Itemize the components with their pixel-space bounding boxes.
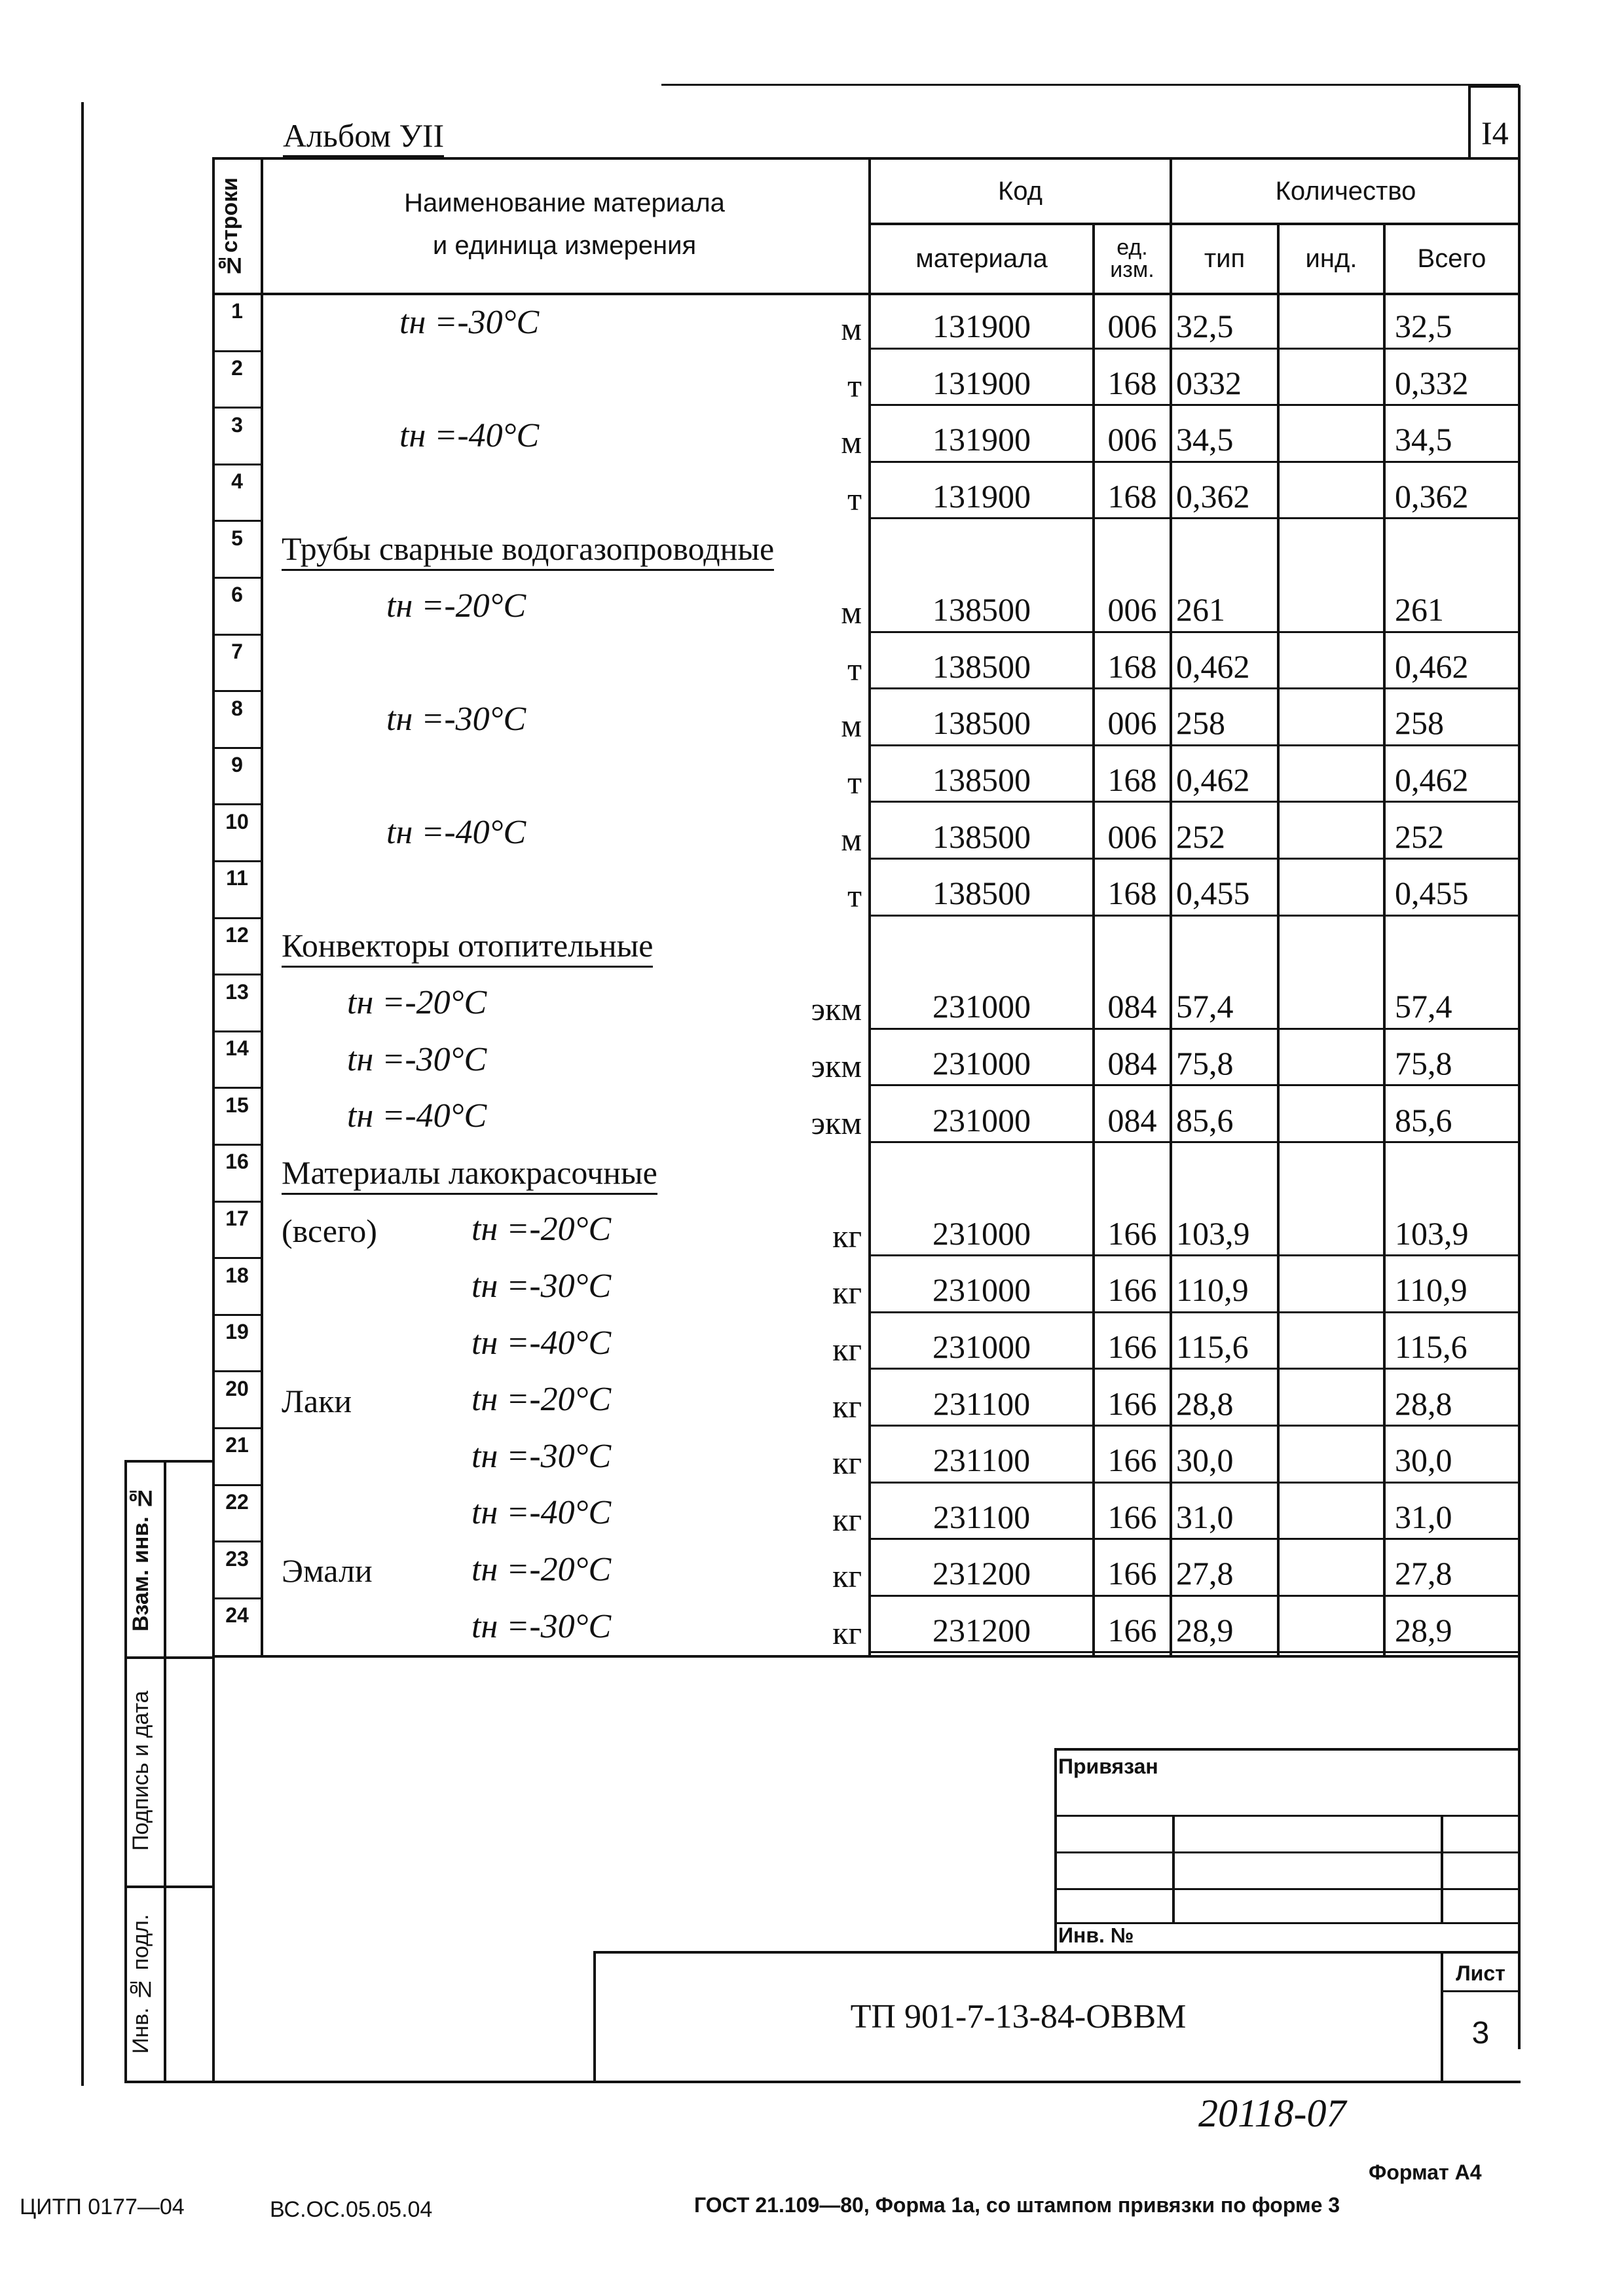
corner-box-left (1468, 85, 1471, 158)
left-margin-line (81, 102, 84, 2086)
qty-type-value: 0,462 (1176, 761, 1250, 799)
temperature-label: tн =-20°C (471, 1550, 612, 1588)
qty-type-value: 85,6 (1176, 1101, 1234, 1139)
titleblock-list-line (1441, 1990, 1521, 1992)
material-code: 138500 (932, 875, 1031, 912)
row-underline (868, 1538, 1521, 1540)
row-number: 15 (225, 1093, 249, 1117)
row-number: 7 (231, 640, 243, 664)
unit-code: 166 (1107, 1271, 1157, 1309)
material-code: 231200 (932, 1612, 1031, 1649)
qty-type-header: тип (1204, 244, 1246, 273)
qty-total-value: 0,462 (1395, 761, 1469, 799)
row-number: 23 (225, 1546, 249, 1571)
code-material-header: материала (915, 244, 1048, 273)
material-code: 131900 (932, 421, 1031, 458)
ind-col-line (1277, 223, 1280, 1656)
format-label: Формат А4 (1369, 2160, 1482, 2184)
row-number: 10 (225, 809, 249, 833)
footer-code-left: ЦИТП 0177—04 (20, 2195, 185, 2219)
unit-label: м (841, 424, 862, 461)
qty-total-value: 31,0 (1395, 1498, 1452, 1535)
material-code: 138500 (932, 647, 1031, 685)
row-underline (868, 858, 1521, 860)
row-underline (868, 1425, 1521, 1427)
qty-total-value: 57,4 (1395, 988, 1452, 1025)
unit-label: экм (811, 1048, 862, 1085)
unit-label: м (841, 820, 862, 858)
unit-label: м (841, 594, 862, 631)
qty-type-value: 30,0 (1176, 1442, 1234, 1479)
unit-code: 168 (1107, 875, 1157, 912)
material-code: 231100 (932, 1442, 1031, 1479)
unit-code: 006 (1107, 704, 1157, 742)
qty-type-value: 252 (1176, 818, 1225, 855)
unit-label: т (847, 650, 862, 687)
material-code: 231000 (932, 1101, 1031, 1139)
row-number: 5 (231, 526, 243, 550)
header-bottom-line (212, 293, 1521, 295)
unit-label: т (847, 481, 862, 518)
row-label (282, 922, 653, 973)
qty-type-value: 0,362 (1176, 478, 1250, 515)
row-number: 11 (226, 866, 248, 890)
qty-type-value: 110,9 (1176, 1271, 1249, 1309)
document-code: ТП 901-7-13-84-ОВВМ (850, 1997, 1187, 2035)
qty-total-value: 0,462 (1395, 647, 1469, 685)
titleblock-top (593, 1951, 1521, 1954)
material-code: 231100 (932, 1498, 1031, 1535)
row-number: 8 (231, 696, 243, 720)
unit-code: 006 (1107, 591, 1157, 629)
qty-total-value: 28,8 (1395, 1385, 1452, 1422)
qty-total-value: 252 (1395, 818, 1444, 855)
name-header-line2: и единица измерения (432, 230, 697, 260)
qty-total-value: 0,455 (1395, 875, 1469, 912)
row-number: 2 (231, 356, 243, 380)
temperature-label: tн =-20°C (471, 1211, 612, 1248)
row-underline (868, 1651, 1521, 1653)
qty-total-value: 103,9 (1395, 1214, 1469, 1252)
header-sub-line (868, 223, 1521, 225)
row-number: 12 (225, 923, 249, 947)
list-label: Лист (1456, 1961, 1505, 1985)
corner-box-top (1468, 85, 1521, 88)
qty-type-value: 57,4 (1176, 988, 1234, 1025)
row-underline (868, 687, 1521, 689)
row-underline (868, 631, 1521, 633)
row-number: 1 (231, 299, 243, 323)
unit-code: 166 (1107, 1442, 1157, 1479)
side-stamp-div2 (124, 1886, 213, 1888)
bottom-frame-line (212, 2081, 1521, 2083)
qty-type-value: 103,9 (1176, 1214, 1250, 1252)
qty-total-header: Всего (1417, 244, 1486, 273)
row-number: 4 (231, 469, 243, 494)
material-code: 131900 (932, 478, 1031, 515)
stamp-left (1054, 1748, 1057, 1951)
stamp-col-2 (1441, 1815, 1443, 1922)
unit-code: 166 (1107, 1612, 1157, 1649)
temperature-label: tн =-30°C (471, 1607, 612, 1645)
stamp-line-1 (1054, 1815, 1521, 1817)
qty-col-line (1170, 157, 1172, 1656)
row-number: 24 (225, 1603, 249, 1628)
qty-type-value: 261 (1176, 591, 1225, 629)
row-label: Эмали (282, 1552, 373, 1590)
unit-code: 006 (1107, 818, 1157, 855)
row-underline (868, 1028, 1521, 1030)
row-label-text: Конвекторы отопительные (282, 926, 653, 968)
temperature-label: tн =-40°C (471, 1324, 612, 1362)
temperature-label: tн =-20°C (386, 587, 526, 625)
side-stamp-line-a (124, 1460, 127, 2082)
temperature-label: tн =-30°C (399, 303, 540, 341)
temperature-label: tн =-40°C (386, 814, 526, 852)
rownum-col-line (261, 157, 263, 1656)
row-underline (868, 1141, 1521, 1143)
qty-total-value: 28,9 (1395, 1612, 1452, 1649)
temperature-label: tн =-20°C (471, 1381, 612, 1419)
unit-label: экм (811, 1104, 862, 1141)
unit-label: т (847, 764, 862, 801)
material-code: 138500 (932, 591, 1031, 629)
table-left-border (212, 157, 215, 2082)
stamp-top (1054, 1748, 1521, 1751)
unit-code: 084 (1107, 988, 1157, 1025)
row-underline (868, 1368, 1521, 1370)
material-code: 138500 (932, 761, 1031, 799)
unit-code: 166 (1107, 1555, 1157, 1592)
inv-no-label: Инв. № (1058, 1923, 1134, 1947)
material-code: 231000 (932, 988, 1031, 1025)
total-col-line (1383, 223, 1386, 1656)
stamp-line-3 (1054, 1888, 1521, 1890)
material-code: 138500 (932, 818, 1031, 855)
qty-ind-header: инд. (1305, 244, 1357, 273)
material-code: 231200 (932, 1555, 1031, 1592)
row-label-text: Трубы сварные водогазопроводные (282, 530, 774, 571)
unit-label: т (847, 877, 862, 915)
qty-type-value: 31,0 (1176, 1498, 1234, 1535)
row-underline (868, 517, 1521, 519)
unit-label: кг (832, 1501, 862, 1538)
unit-code: 084 (1107, 1101, 1157, 1139)
unit-code: 168 (1107, 364, 1157, 401)
qty-total-value: 258 (1395, 704, 1444, 742)
row-underline (868, 348, 1521, 350)
unit-label: кг (832, 1614, 862, 1652)
unit-code: 084 (1107, 1045, 1157, 1082)
right-frame-line (1518, 85, 1521, 2049)
qty-type-value: 28,9 (1176, 1612, 1234, 1649)
name-header: Наименование материала (404, 188, 725, 217)
unit-code: 166 (1107, 1328, 1157, 1366)
row-label: Лаки (282, 1382, 352, 1419)
material-code: 231000 (932, 1271, 1031, 1309)
stamp-line-2 (1054, 1851, 1521, 1853)
unit-label: т (847, 367, 862, 404)
row-number: 9 (231, 753, 243, 777)
temperature-label: tн =-40°C (471, 1494, 612, 1532)
qty-total-value: 27,8 (1395, 1555, 1452, 1592)
unit-label: экм (811, 991, 862, 1028)
handwritten-number: 20118-07 (1198, 2092, 1346, 2135)
unit-code: 166 (1107, 1214, 1157, 1252)
row-underline (868, 915, 1521, 917)
material-code: 131900 (932, 308, 1031, 345)
side-stamp-bottom (124, 2081, 213, 2083)
qty-total-value: 30,0 (1395, 1442, 1452, 1479)
row-underline (868, 801, 1521, 803)
unit-label: кг (832, 1217, 862, 1254)
album-title: Альбом УII (283, 117, 444, 155)
qty-total-value: 110,9 (1395, 1271, 1467, 1309)
row-underline (868, 404, 1521, 406)
qty-type-value: 0332 (1176, 364, 1242, 401)
table-bottom-line (212, 1655, 1521, 1658)
podpis-data-label: Подпись и дата (128, 1690, 153, 1851)
qty-total-value: 115,6 (1395, 1328, 1467, 1366)
code-unit-header: ед. изм. (1110, 235, 1154, 282)
unit-label: кг (832, 1558, 862, 1595)
unit-label: кг (832, 1444, 862, 1482)
temperature-label: tн =-30°C (471, 1267, 612, 1305)
quantity-header: Количество (1275, 177, 1416, 206)
qty-total-value: 0,362 (1395, 478, 1469, 515)
temperature-label: tн =-30°C (386, 700, 526, 738)
unit-label: кг (832, 1331, 862, 1368)
row-number: 18 (225, 1263, 249, 1287)
sheet-corner-number: I4 (1481, 115, 1509, 151)
row-number: 6 (231, 583, 243, 607)
row-number: 16 (225, 1150, 249, 1174)
temperature-label: tн =-40°C (347, 1097, 487, 1135)
row-underline (868, 1254, 1521, 1256)
stamp-col-1 (1172, 1815, 1175, 1922)
temperature-label: tн =-30°C (347, 1040, 487, 1078)
qty-type-value: 75,8 (1176, 1045, 1234, 1082)
unit-code: 166 (1107, 1385, 1157, 1422)
side-stamp-div1 (124, 1656, 213, 1659)
unit-label: м (841, 707, 862, 744)
unit-label: м (841, 310, 862, 348)
row-underline (868, 1595, 1521, 1597)
temperature-label: tн =-40°C (399, 416, 540, 454)
row-number: 22 (225, 1490, 249, 1514)
qty-total-value: 32,5 (1395, 308, 1452, 345)
rownum-header: №строки (217, 177, 242, 278)
qty-type-value: 115,6 (1176, 1328, 1249, 1366)
qty-type-value: 0,462 (1176, 647, 1250, 685)
unit-label: кг (832, 1387, 862, 1425)
unit-code: 168 (1107, 647, 1157, 685)
row-underline (868, 1482, 1521, 1484)
row-number: 21 (225, 1433, 249, 1457)
row-number: 17 (225, 1207, 249, 1231)
row-label (282, 1149, 657, 1199)
row-label: (всего) (282, 1212, 377, 1249)
privyazan-label: Привязан (1058, 1755, 1158, 1778)
qty-type-value: 32,5 (1176, 308, 1234, 345)
temperature-label: tн =-30°C (471, 1437, 612, 1475)
row-underline (868, 1084, 1521, 1086)
qty-total-value: 261 (1395, 591, 1444, 629)
side-stamp-top (124, 1460, 213, 1463)
material-code: 131900 (932, 364, 1031, 401)
qty-type-value: 0,455 (1176, 875, 1250, 912)
qty-type-value: 28,8 (1176, 1385, 1234, 1422)
unit-code: 168 (1107, 478, 1157, 515)
side-stamp-line-b (164, 1460, 166, 2082)
top-margin-line (661, 84, 1519, 86)
qty-total-value: 85,6 (1395, 1101, 1452, 1139)
row-underline (868, 744, 1521, 746)
table-top-border (212, 157, 1521, 160)
qty-type-value: 27,8 (1176, 1555, 1234, 1592)
row-number: 19 (225, 1320, 249, 1344)
unit-code: 168 (1107, 761, 1157, 799)
unit-label: кг (832, 1274, 862, 1311)
row-label (282, 525, 774, 575)
unit-code: 006 (1107, 421, 1157, 458)
material-code: 231100 (932, 1385, 1031, 1422)
row-label-text: Материалы лакокрасочные (282, 1154, 657, 1195)
material-code: 138500 (932, 704, 1031, 742)
qty-total-value: 34,5 (1395, 421, 1452, 458)
qty-total-value: 0,332 (1395, 364, 1469, 401)
row-number: 20 (225, 1376, 249, 1400)
footer-code-left2: ВС.ОС.05.05.04 (270, 2197, 433, 2222)
temperature-label: tн =-20°C (347, 983, 487, 1021)
footer-gost: ГОСТ 21.109—80, Форма 1а, со штампом привязки по форме 3 (694, 2193, 1340, 2217)
row-number: 3 (231, 412, 243, 437)
code-header: Код (997, 177, 1043, 206)
row-underline (868, 461, 1521, 463)
inv-podl-label: Инв. № подл. (128, 1914, 153, 2054)
qty-total-value: 75,8 (1395, 1045, 1452, 1082)
material-code: 231000 (932, 1045, 1031, 1082)
material-code: 231000 (932, 1214, 1031, 1252)
vzam-inv-label: Взам. инв. № (128, 1485, 153, 1631)
row-number: 14 (225, 1036, 249, 1061)
qty-type-value: 34,5 (1176, 421, 1234, 458)
list-number: 3 (1471, 2015, 1490, 2050)
material-code: 231000 (932, 1328, 1031, 1366)
unit-code: 166 (1107, 1498, 1157, 1535)
row-underline (868, 1311, 1521, 1313)
unit-code: 006 (1107, 308, 1157, 345)
qty-type-value: 258 (1176, 704, 1225, 742)
row-number: 13 (225, 979, 249, 1004)
